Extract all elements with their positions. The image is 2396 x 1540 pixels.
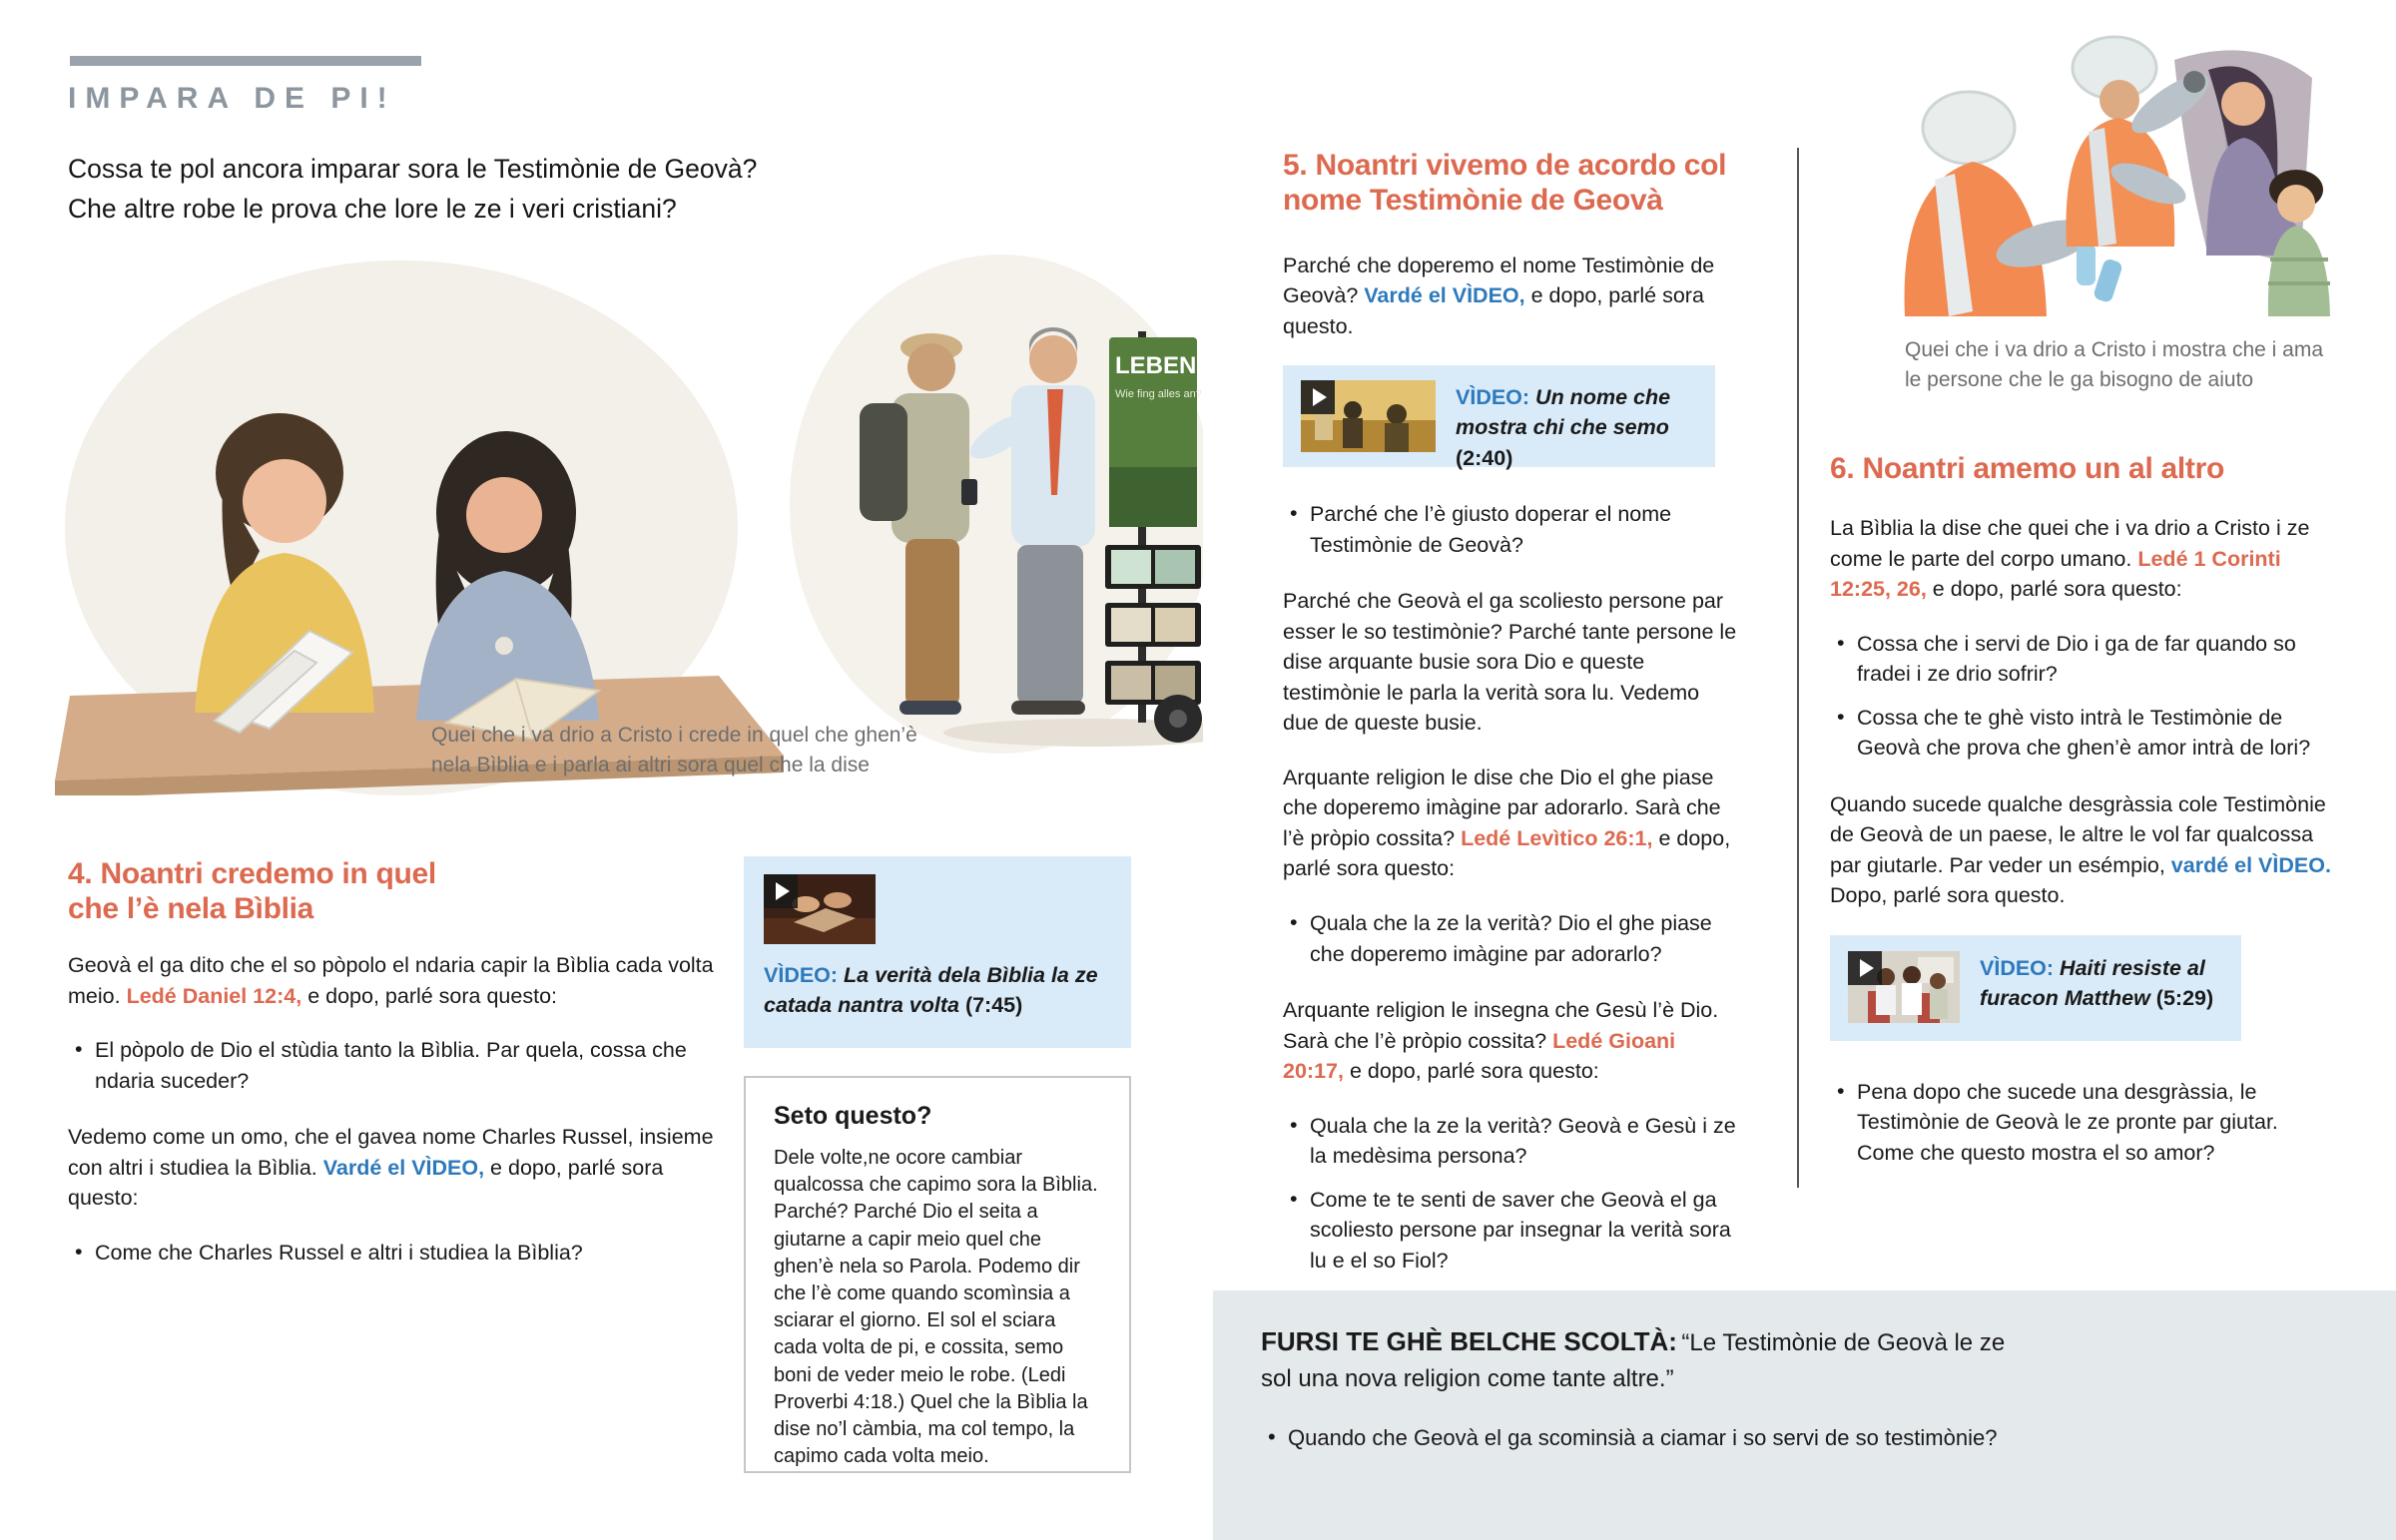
section5-column <box>1283 148 1740 1301</box>
video-thumbnail[interactable] <box>1301 380 1436 452</box>
text: Arquante religion le insegna che Gesù l’è Dio. Sarà che l’è pròpio cossita? <box>1283 998 1719 1053</box>
list-item <box>1830 629 2341 690</box>
video-thumbnail[interactable] <box>1848 951 1960 1023</box>
cart-poster-subtitle: Wie fing alles an? <box>1115 388 1202 400</box>
section6-body <box>1830 513 2341 1194</box>
video-duration: (7:45) <box>964 993 1023 1018</box>
section5-paragraph-1 <box>1283 251 1740 342</box>
video-link[interactable]: Vardé el VÌDEO, <box>1364 283 1525 308</box>
video-box-bible-truth[interactable] <box>744 856 1131 1048</box>
play-icon[interactable] <box>1848 951 1882 985</box>
list-item <box>1830 1077 2341 1169</box>
question-text: Parché che l’è giusto doperar el nome Testimònie de Geovà? <box>1310 502 1672 557</box>
play-icon[interactable] <box>1301 380 1335 414</box>
video-duration: (5:29) <box>2155 985 2214 1010</box>
video-label: VÌDEO: <box>1456 385 1536 410</box>
kicker-bar <box>70 56 421 66</box>
question-text: Cossa che te ghè visto intrà le Testimònie de Geovà che prova che ghen’è amor intrà de lori? <box>1857 705 2311 761</box>
video-link[interactable]: Vardé el VÌDEO, <box>322 1155 485 1180</box>
scripture-ref-corinti[interactable]: Ledé 1 Corinti 12:25, 26, <box>1830 546 2281 602</box>
relief-illustration <box>1877 12 2341 333</box>
text: Dopo, parlé sora questo. <box>1830 883 2066 908</box>
text: e dopo, parlé sora questo: <box>1283 825 1731 881</box>
list-item <box>1830 703 2341 764</box>
video-box-haiti[interactable] <box>1830 935 2241 1041</box>
video-title: Un nome che mostra chi che semo <box>1456 385 1671 440</box>
section5-heading: 5. Noantri vivemo de acordo col nome Testimònie de Geovà <box>1283 149 1727 218</box>
list-item <box>68 1238 719 1269</box>
list-item <box>1283 499 1740 560</box>
question-text: Come te te senti de saver che Geovà el ga scoliesto persone par insegnar la verità sora lu e el so Fiol? <box>1310 1187 1731 1273</box>
text: Vedemo come un omo, che el gavea nome Charles Russel, insieme con altri i studiea la Bìblia. <box>68 1125 714 1180</box>
bottom-lead <box>1261 1322 2010 1397</box>
text: Arquante religion le dise che Dio el ghe piase che doperemo imàgine par adorarlo. Sarà che l’è pròpio cossita? <box>1283 765 1721 850</box>
section4-body <box>68 950 719 1293</box>
question-text: Quala che la ze la verità? Dio el ghe piase che doperemo imàgine par adorarlo? <box>1310 911 1712 966</box>
bible-study-illustration <box>55 252 1203 795</box>
question-text: Quala che la ze la verità? Geovà e Gesù i ze la medèsima persona? <box>1310 1113 1736 1169</box>
question-text: Cossa che i servi de Dio i ga de far quando so fradei i ze drio sofrir? <box>1857 631 2296 687</box>
video-duration: (2:40) <box>1456 445 1513 470</box>
list-item <box>1283 1185 1740 1277</box>
maybe-you-heard-box <box>1213 1290 2396 1540</box>
question-text: Pena dopo che sucede una desgràssia, le Testimònie de Geovà le ze pronte par giutar. Come che questo mostra el so amor? <box>1857 1079 2278 1165</box>
question-text: El pòpolo de Dio el stùdia tanto la Bìblia. Par quela, cossa che ndaria suceder? <box>95 1038 687 1093</box>
list-item <box>1283 908 1740 969</box>
cart-poster-title: LEBEN <box>1115 352 1197 379</box>
text: Parché che doperemo el nome Testimònie de Geovà? <box>1283 253 1715 308</box>
relief-illustration-svg <box>1877 12 2341 333</box>
question-text: Quando che Geovà el ga scominsià a ciamar i so servi de so testimònie? <box>1288 1425 1998 1450</box>
intro-line-1: Cossa te pol ancora imparar sora le Testimònie de Geovà? <box>68 154 758 184</box>
section4-paragraph-2 <box>68 1122 719 1214</box>
text: e dopo, parlé sora questo: <box>68 1155 664 1211</box>
did-you-know-box <box>744 1076 1131 1473</box>
section5-paragraph-3 <box>1283 763 1740 884</box>
intro-text <box>68 150 906 230</box>
text: e dopo, parlé sora questo: <box>1343 1059 1599 1084</box>
text: e dopo, parlé sora questo. <box>1283 283 1704 338</box>
relief-caption: Quei che i va drio a Cristo i mostra che i ama le persone che le ga bisogno de aiuto <box>1905 338 2323 392</box>
did-you-know-title: Seto questo? <box>774 1102 932 1130</box>
list-item <box>1261 1425 2356 1451</box>
text: e dopo, parlé sora questo: <box>1926 577 2182 602</box>
text: Quando sucede qualche desgràssia cole Testimònie de Geovà de un paese, le altre le vol far qualcossa par giutarle. Par veder un esémpio, <box>1830 791 2326 877</box>
section5-paragraph-4 <box>1283 995 1740 1087</box>
video-title: Haiti resiste al furacon Matthew <box>1980 955 2205 1010</box>
text: La Bìblia la dise che quei che i va drio a Cristo i ze come le parte del corpo umano. <box>1830 516 2310 571</box>
video-box-name[interactable] <box>1283 365 1715 470</box>
video-label: VÌDEO: <box>1980 955 2061 980</box>
section6-paragraph-1 <box>1830 513 2341 605</box>
did-you-know-body: Dele volte,ne ocore cambiar qualcossa che capimo sora la Bìblia. Parché? Parché Dio el seita a giutarne a capir meio quel che ghen’è nela so Parola. Podemo dir che l’è come quando scomìnsia a sciarar el giorno. El sol el sciara cada volta de pi, e cossita, semo boni de veder meio le robe. (Ledi Proverbi 4:18.) Quel che la Bìblia la dise no’l càmbia, ma col tempo, la capimo cada volta meio. <box>774 1147 1098 1468</box>
section6-heading: 6. Noantri amemo un al altro <box>1830 452 2225 485</box>
bible-study-caption: Quei che i va drio a Cristo i crede in quel che ghen’è nela Bìblia e i parla ai altri sora quel che la dise <box>431 724 917 777</box>
bottom-title: FURSI TE GHÈ BELCHE SCOLTÀ: <box>1261 1326 1677 1356</box>
text: e dopo, parlé sora questo: <box>301 983 558 1008</box>
video-label: VÌDEO: <box>764 963 845 987</box>
play-icon[interactable] <box>764 874 798 908</box>
video-title: La verità dela Bìblia la ze catada nantra volta <box>764 963 1098 1018</box>
video-thumbnail[interactable] <box>764 874 876 944</box>
text: Geovà el ga dito che el so pòpolo el ndaria capir la Bìblia cada volta meio. <box>68 953 714 1008</box>
bottom-quote: “Le Testimònie de Geovà le ze sol una nova religion come tante altre.” <box>1261 1329 2006 1392</box>
intro-line-2: Che altre robe le prova che lore le ze i veri cristiani? <box>68 193 677 224</box>
section4-paragraph-1 <box>68 950 719 1011</box>
column-divider <box>1797 148 1799 1188</box>
list-item <box>68 1035 719 1096</box>
list-item <box>1283 1111 1740 1172</box>
section4-heading: 4. Noantri credemo in quel che l’è nela Bìblia <box>68 857 436 926</box>
page-kicker: IMPARA DE PI! <box>68 82 396 115</box>
video-link[interactable]: vardé el VÌDEO. <box>2170 852 2331 877</box>
question-text: Come che Charles Russel e altri i studiea la Bìblia? <box>95 1240 583 1265</box>
scripture-ref-gioani[interactable]: Ledé Gioani 20:17, <box>1283 1028 1676 1084</box>
section5-paragraph-2: Parché che Geovà el ga scoliesto persone par esser le so testimònie? Parché tante persone le dise arquante busie sora Dio e queste testimònie le parla la verità sora lu. Vedemo due de queste busie. <box>1283 589 1737 736</box>
scripture-ref-levitico[interactable]: Ledé Levìtico 26:1, <box>1461 825 1653 850</box>
scripture-ref-daniel[interactable]: Ledé Daniel 12:4, <box>126 983 302 1008</box>
section6-paragraph-2 <box>1830 789 2341 911</box>
bible-study-illustration-svg <box>55 252 1203 795</box>
